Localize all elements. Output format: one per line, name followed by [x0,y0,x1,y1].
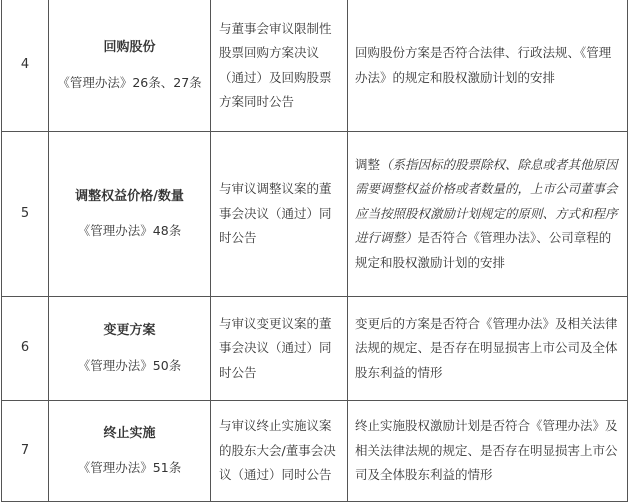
item-reference: 《管理办法》51条 [77,460,182,475]
row-number: 4 [2,0,49,132]
review-point-note: （系指因标的股票除权、除息或者其他原因需要调整权益价格或者数量的，上市公司董事会应当按照股权激励计划规定的原则、方式和程序进行调整） [355,156,618,246]
table-row [2,0,628,132]
table-row [2,297,628,401]
item-cell [49,0,211,132]
item-cell [49,297,211,401]
item-cell [49,132,211,297]
item-title: 调整权益价格/数量 [75,188,184,204]
review-point-tail: 是否符合《管理办法》、公司章程的规定和股权激励计划的安排 [355,230,612,270]
disclosure-document: 与审议终止实施议案的股东大会/董事会决议（通过）同时公告 [211,401,348,502]
item-title: 变更方案 [103,323,156,338]
item-reference: 《管理办法》48条 [77,223,182,238]
item-reference: 《管理办法》50条 [77,357,182,373]
review-point: 变更后的方案是否符合《管理办法》及相关法律法规的规定、是否存在明显损害上市公司及全体股东利益的情形 [348,297,628,401]
row-number: 6 [2,297,49,401]
item-title: 回购股份 [103,40,156,55]
disclosure-document: 与审议变更议案的董事会决议（通过）同时公告 [211,297,348,401]
table-row [2,401,628,502]
review-point: 回购股份方案是否符合法律、行政法规、《管理办法》的规定和股权激励计划的安排 [348,0,628,132]
review-point: 终止实施股权激励计划是否符合《管理办法》及相关法律法规的规定、是否存在明显损害上市公司及全体股东利益的情形 [348,401,628,502]
item-cell [49,401,211,502]
disclosure-document: 与审议调整议案的董事会决议（通过）同时公告 [211,132,348,297]
row-number: 7 [2,401,49,502]
item-reference: 《管理办法》26条、27条 [57,74,202,90]
review-point-lead: 调整 [355,156,381,172]
item-title: 终止实施 [103,425,156,441]
row-number: 5 [2,132,49,297]
table-row [2,132,628,297]
disclosure-table [1,0,628,502]
disclosure-document: 与董事会审议限制性股票回购方案决议（通过）及回购股票方案同时公告 [211,0,348,132]
review-point [348,132,628,297]
